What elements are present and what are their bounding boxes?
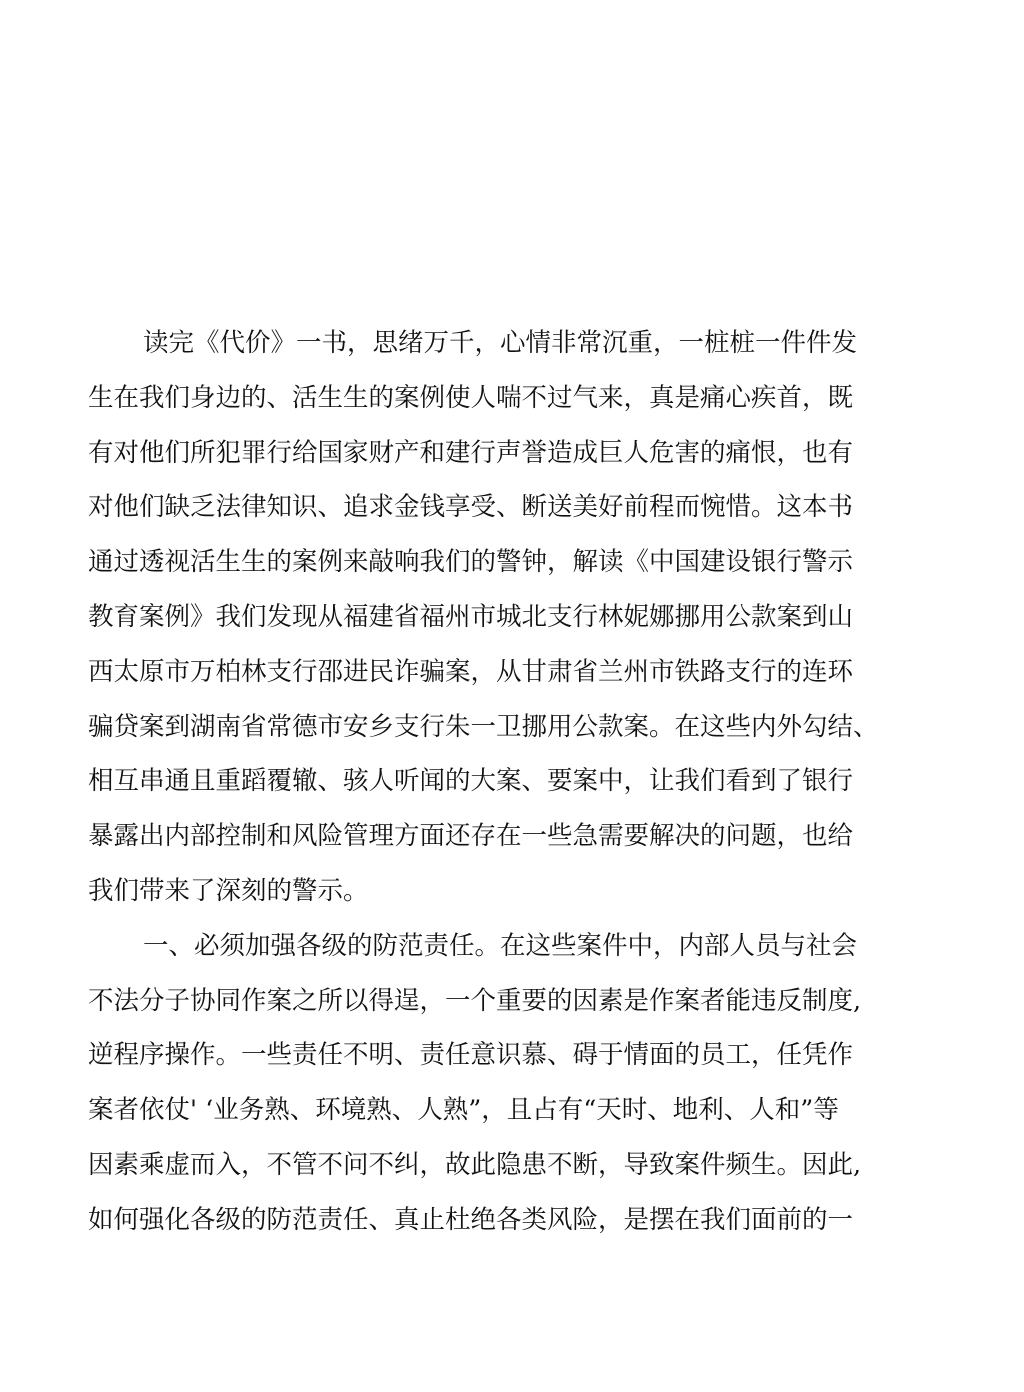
paragraph-line: 我们带来了深刻的警示。 (88, 875, 369, 906)
paragraph-line: 通过透视活生生的案例来敲响我们的警钟，解读《中国建设银行警示 (88, 547, 854, 578)
paragraph-line: 如何强化各级的防范责任、真止杜绝各类风险，是摆在我们面前的一 (88, 1204, 854, 1235)
paragraph-line: 暴露出内部控制和风险管理方面还存在一些急需要解决的问题，也给 (88, 821, 854, 852)
paragraph-line: 一、必须加强各级的防范责任。在这些案件中，内部人员与社会 (143, 930, 858, 961)
paragraph-line: 教育案例》我们发现从福建省福州市城北支行林妮娜挪用公款案到山 (88, 601, 854, 632)
paragraph-line: 案者依仗' ‘业务熟、环境熟、人熟”，且占有“天时、地利、人和”等 (88, 1095, 839, 1126)
paragraph-line: 西太原市万柏林支行邵进民诈骗案，从甘肃省兰州市铁路支行的连环 (88, 656, 854, 687)
paragraph-line: 不法分子协同作案之所以得逞，一个重要的因素是作案者能违反制度, (88, 985, 862, 1016)
paragraph-line: 骗贷案到湖南省常德市安乡支行朱一卫挪用公款案。在这些内外勾结、 (88, 711, 879, 742)
paragraph-line: 因素乘虚而入，不管不问不纠，故此隐患不断，导致案件频生。因此, (88, 1149, 862, 1180)
paragraph-line: 生在我们身边的、活生生的案例使人喘不过气来，真是痛心疾首，既 (88, 382, 854, 413)
paragraph-1 (88, 316, 958, 919)
paragraph-line: 逆程序操作。一些责任不明、责任意识慕、碍于情面的员工，任凭作 (88, 1040, 854, 1071)
paragraph-line: 读完《代价》一书，思绪万千，心情非常沉重，一桩桩一件件发 (143, 328, 858, 358)
paragraph-2 (88, 919, 958, 1248)
paragraph-line: 对他们缺乏法律知识、追求金钱享受、断送美好前程而惋惜。这本书 (88, 492, 854, 523)
body-text (88, 316, 958, 1248)
paragraph-line: 有对他们所犯罪行给国家财产和建行声誉造成巨人危害的痛恨，也有 (88, 437, 854, 468)
paragraph-line: 相互串通且重蹈覆辙、骇人听闻的大案、要案中，让我们看到了银行 (88, 766, 854, 797)
